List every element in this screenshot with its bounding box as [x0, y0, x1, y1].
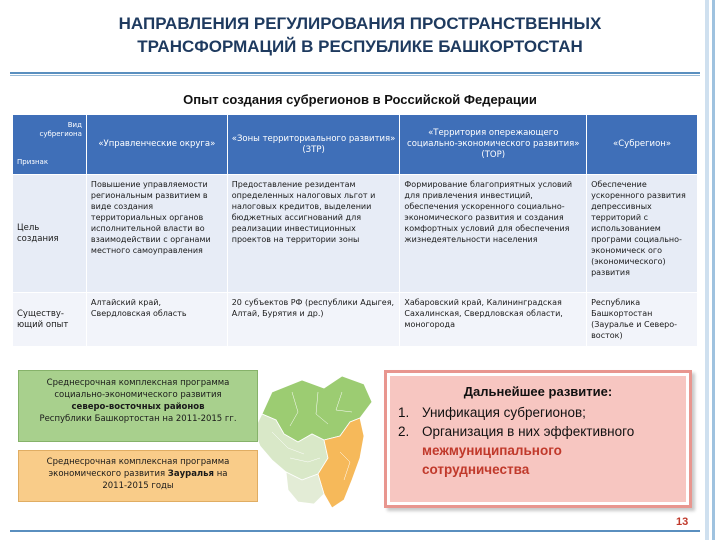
- header-rule: [10, 72, 700, 74]
- title-line-2: ТРАНСФОРМАЦИЙ В РЕСПУБЛИКЕ БАШКОРТОСТАН: [137, 37, 583, 56]
- page-title: [60, 12, 660, 58]
- column-header: «Управленческие округа»: [86, 115, 227, 175]
- green-line-1: Среднесрочная комплексная программа: [46, 378, 230, 388]
- orange-line-2: экономического развития Зауралья на: [48, 469, 228, 479]
- table-cell: Алтайский край, Свердловская область: [86, 293, 227, 347]
- table-corner-cell: [13, 115, 87, 175]
- column-header: «Субрегион»: [587, 115, 698, 175]
- column-header: «Зоны территориального развития» (ЗТР): [227, 115, 400, 175]
- row-label: Существу-ющий опыт: [13, 293, 87, 347]
- table-cell: Хабаровский край, Калининградская Сахалинская, Свердловская области, моногорода: [400, 293, 587, 347]
- table-row: [13, 293, 698, 347]
- table-cell: Предоставление резидентам определенных налоговых льгот и налоговых кредитов, выделении бюджетных ассигнований для реализации инвестиционных проектов на территории зоны: [227, 175, 400, 293]
- green-line-3: северо-восточных районов: [71, 402, 205, 412]
- header-rule-thin: [10, 75, 700, 76]
- title-line-1: НАПРАВЛЕНИЯ РЕГУЛИРОВАНИЯ ПРОСТРАНСТВЕННЫХ: [118, 14, 602, 33]
- green-line-4: Республики Башкортостан на 2011-2015 гг.: [39, 414, 237, 424]
- corner-vid-label: Вид субрегиона: [39, 121, 82, 138]
- green-line-2: социально-экономического развития: [54, 390, 222, 400]
- table-cell: Обеспечение ускоренного развития депрессивных территорий с использованием програми социально-экономическ ого (экономического) развития: [587, 175, 698, 293]
- footer-rule: [10, 530, 700, 532]
- column-header: «Территория опережающего социально-экономического развития» (ТОР): [400, 115, 587, 175]
- orange-line-3: 2011-2015 годы: [102, 481, 174, 491]
- corner-priznak-label: Признак: [17, 158, 49, 166]
- table-cell: 20 субъектов РФ (республики Адыгея, Алтай, Бурятия и др.): [227, 293, 400, 347]
- page-number: 13: [676, 516, 689, 528]
- table-row: [13, 175, 698, 293]
- further-list: [398, 403, 678, 479]
- orange-line-1: Среднесрочная комплексная программа: [46, 457, 230, 467]
- table-cell: Формирование благоприятных условий для привлечения инвестиций, обеспечения ускоренного социально-экономического развития и создания комфортных условий для обеспечения жизнедеятельности населения: [400, 175, 587, 293]
- section-subtitle: Опыт создания субрегионов в Российской Федерации: [183, 92, 537, 107]
- trans-ural-program-box: [18, 450, 258, 502]
- table-cell: Повышение управляемости региональным развитием в виде создания территориальных органов исполнительной власти во взаимодействии с органами местного самоуправления: [86, 175, 227, 293]
- further-heading: Дальнейшее развитие:: [463, 384, 613, 399]
- table-cell: Республика Башкортостан (Зауралье и Северо-восток): [587, 293, 698, 347]
- list-item: 1. Унификация субрегионов;: [398, 405, 586, 420]
- row-label: Цель создания: [13, 175, 87, 293]
- northeast-program-box: [18, 370, 258, 442]
- list-item: 2. Организация в них эффективного межмуниципального сотрудничества: [398, 424, 635, 477]
- right-decor-ribbon: [705, 0, 720, 540]
- further-development-box: [384, 370, 692, 508]
- table-header-row: [13, 115, 698, 175]
- subregions-table: [12, 114, 698, 347]
